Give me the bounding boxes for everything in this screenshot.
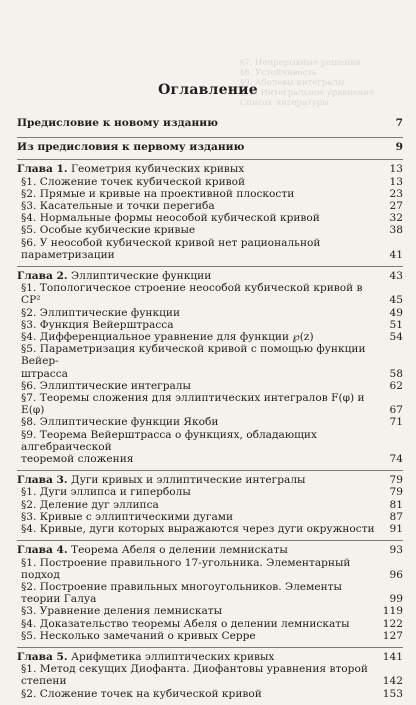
preface-title: Из предисловия к первому изданию (17, 141, 245, 154)
section-title: §1. Построение правильного 17-угольника. Элементарный подход (21, 556, 351, 581)
section-entry[interactable] (17, 429, 403, 466)
section-entry[interactable] (17, 237, 403, 261)
section-title: §5. Несколько замечаний о кривых Серре (21, 629, 256, 642)
section-entry[interactable] (17, 212, 403, 224)
section-title (17, 429, 377, 466)
section-entry[interactable] (17, 618, 403, 630)
section-title-line2: теоремой сложения (21, 453, 134, 466)
section-entry[interactable] (17, 511, 403, 523)
page-number: 153 (382, 687, 403, 700)
section-entry[interactable] (17, 630, 403, 642)
page-number: 23 (389, 187, 403, 200)
preface-row[interactable] (17, 141, 403, 153)
page-number: 38 (389, 224, 403, 237)
page-number: 27 (389, 200, 403, 213)
chapter-title (17, 474, 377, 486)
page-number: 13 (389, 163, 403, 176)
page-number: 81 (389, 498, 403, 511)
section-entry[interactable] (17, 557, 403, 581)
section-title: §4. Кривые, дуги которых выражаются через дуги окружности (21, 523, 375, 536)
chapter-name: Дуги кривых и эллиптические интегралы (71, 474, 306, 487)
section-title-line1: §9. Теорема Вейерштрасса о функциях, обладающих алгебраической (21, 428, 317, 453)
page-number: 142 (382, 675, 403, 688)
page-number: 49 (389, 306, 403, 319)
chapter-title (17, 651, 377, 663)
section-entry[interactable] (17, 343, 403, 380)
page-number: 141 (382, 650, 403, 663)
section-entry[interactable] (17, 188, 403, 200)
chapter-title (17, 544, 377, 556)
chapter-name: Эллиптические функции (71, 270, 212, 283)
section-entry[interactable] (17, 523, 403, 535)
chapter-label: Глава 3. (17, 474, 68, 487)
section-title: §2. Прямые и кривые на проективной плоскости (21, 187, 295, 200)
section-entry[interactable] (17, 307, 403, 319)
page-number: 127 (382, 629, 403, 642)
page-number: 74 (389, 453, 403, 466)
chapter-entry[interactable] (17, 163, 403, 175)
chapter-title (17, 270, 377, 282)
section-title: §2. Сложение точек на кубической кривой (21, 687, 262, 700)
section-entry[interactable] (17, 176, 403, 188)
section-title: §3. Касательные и точки перегиба (21, 200, 215, 213)
page-number: 79 (389, 474, 403, 487)
page-number: 67 (389, 404, 403, 417)
section-entry[interactable] (17, 581, 403, 605)
chapter-name: Теорема Абеля о делении лемнискаты (71, 544, 288, 557)
page-number: 7 (395, 117, 403, 129)
page-number: 45 (389, 294, 403, 307)
chapter-block (17, 540, 403, 642)
section-title: §2. Построение правильных многоугольников. Элементы теории Галуа (21, 580, 342, 606)
page-number: 99 (389, 593, 403, 606)
section-title: §7. Теоремы сложения для эллиптических интегралов F(φ) и E(φ) (21, 392, 365, 417)
chapter-block (17, 470, 403, 535)
faint-line: §8. Устойчивость (240, 68, 317, 78)
preface-entry (17, 117, 403, 129)
section-entry[interactable] (17, 224, 403, 236)
section-title: §1. Топологическое строение неособой кубической кривой в CP² (21, 282, 363, 307)
table-of-contents (17, 117, 403, 705)
page-number: 13 (389, 175, 403, 188)
preface-row[interactable] (17, 117, 403, 129)
page-number: 96 (389, 568, 403, 581)
chapter-label: Глава 5. (17, 650, 68, 663)
faint-line: §7. Непрерывные решения (240, 58, 361, 68)
section-entry[interactable] (17, 486, 403, 498)
page-number: 122 (382, 617, 403, 630)
chapter-block (17, 266, 403, 465)
section-title: §6. У неособой кубической кривой нет рациональной параметризации (21, 236, 321, 261)
chapter-title (17, 163, 377, 175)
section-title: §6. Эллиптические интегралы (21, 379, 191, 392)
preface-entry (17, 137, 403, 153)
chapter-label: Глава 2. (17, 270, 68, 283)
page-number: 93 (389, 544, 403, 557)
page-number: 71 (389, 416, 403, 429)
section-title: §4. Дифференциальное уравнение для функции ℘(z) (21, 331, 314, 344)
section-entry[interactable] (17, 392, 403, 416)
page-number: 9 (395, 141, 403, 154)
section-title: §3. Уравнение деления лемнискаты (21, 605, 223, 618)
page-number: 91 (389, 523, 403, 536)
section-entry[interactable] (17, 319, 403, 331)
faint-line: §9. Абелевы интегралы (240, 78, 345, 88)
section-title: §2. Деление дуг эллипса (21, 498, 159, 511)
section-title: §1. Сложение точек кубической кривой (21, 175, 246, 188)
section-entry[interactable] (17, 380, 403, 392)
section-entry[interactable] (17, 331, 403, 343)
section-title: §5. Особые кубические кривые (21, 224, 196, 237)
page-number: 51 (389, 318, 403, 331)
section-entry[interactable] (17, 605, 403, 617)
section-entry[interactable] (17, 416, 403, 428)
page-number: 119 (382, 605, 403, 618)
page-number: 58 (389, 367, 403, 380)
faint-line: Список литературы (240, 98, 329, 108)
section-entry[interactable] (17, 499, 403, 511)
section-entry[interactable] (17, 663, 403, 687)
page-number: 54 (389, 331, 403, 344)
section-title: §1. Дуги эллипса и гиперболы (21, 486, 191, 499)
section-title: §4. Нормальные формы неособой кубической кривой (21, 212, 320, 225)
section-entry[interactable] (17, 200, 403, 212)
page-number: 32 (389, 212, 403, 225)
section-title-line2: штрасса (21, 367, 68, 380)
section-title: §8. Эллиптические функции Якоби (21, 416, 219, 429)
chapter-entry[interactable] (17, 651, 403, 663)
section-title: §3. Кривые с эллиптическими дугами (21, 510, 234, 523)
chapter-entry[interactable] (17, 544, 403, 556)
preface-title: Предисловие к новому изданию (17, 117, 218, 129)
chapter-block (17, 647, 403, 700)
section-title: §2. Эллиптические функции (21, 306, 181, 319)
chapter-entry[interactable] (17, 474, 403, 486)
chapter-entry[interactable] (17, 270, 403, 282)
section-title (17, 343, 377, 380)
page-number: 41 (389, 248, 403, 261)
chapter-label: Глава 1. (17, 163, 68, 176)
section-title: §3. Функция Вейерштрасса (21, 318, 174, 331)
section-title-line1: §5. Параметризация кубической кривой с помощью функции Вейер- (21, 343, 366, 368)
section-entry[interactable] (17, 688, 403, 700)
chapter-name: Геометрия кубических кривых (71, 163, 245, 176)
page-title: Оглавление (158, 82, 258, 98)
chapter-label: Глава 4. (17, 544, 68, 557)
faint-line: §10. Интегральное уравнение (240, 88, 375, 98)
page-number: 87 (389, 510, 403, 523)
chapter-block (17, 159, 403, 261)
section-title: §4. Доказательство теоремы Абеля о делении лемнискаты (21, 617, 350, 630)
page-number: 43 (389, 270, 403, 283)
page-number: 62 (389, 379, 403, 392)
section-entry[interactable] (17, 282, 403, 306)
section-title: §1. Метод секущих Диофанта. Диофантовы уравнения второй степени (21, 663, 368, 688)
page-number: 79 (389, 486, 403, 499)
chapter-name: Арифметика эллиптических кривых (71, 650, 275, 663)
